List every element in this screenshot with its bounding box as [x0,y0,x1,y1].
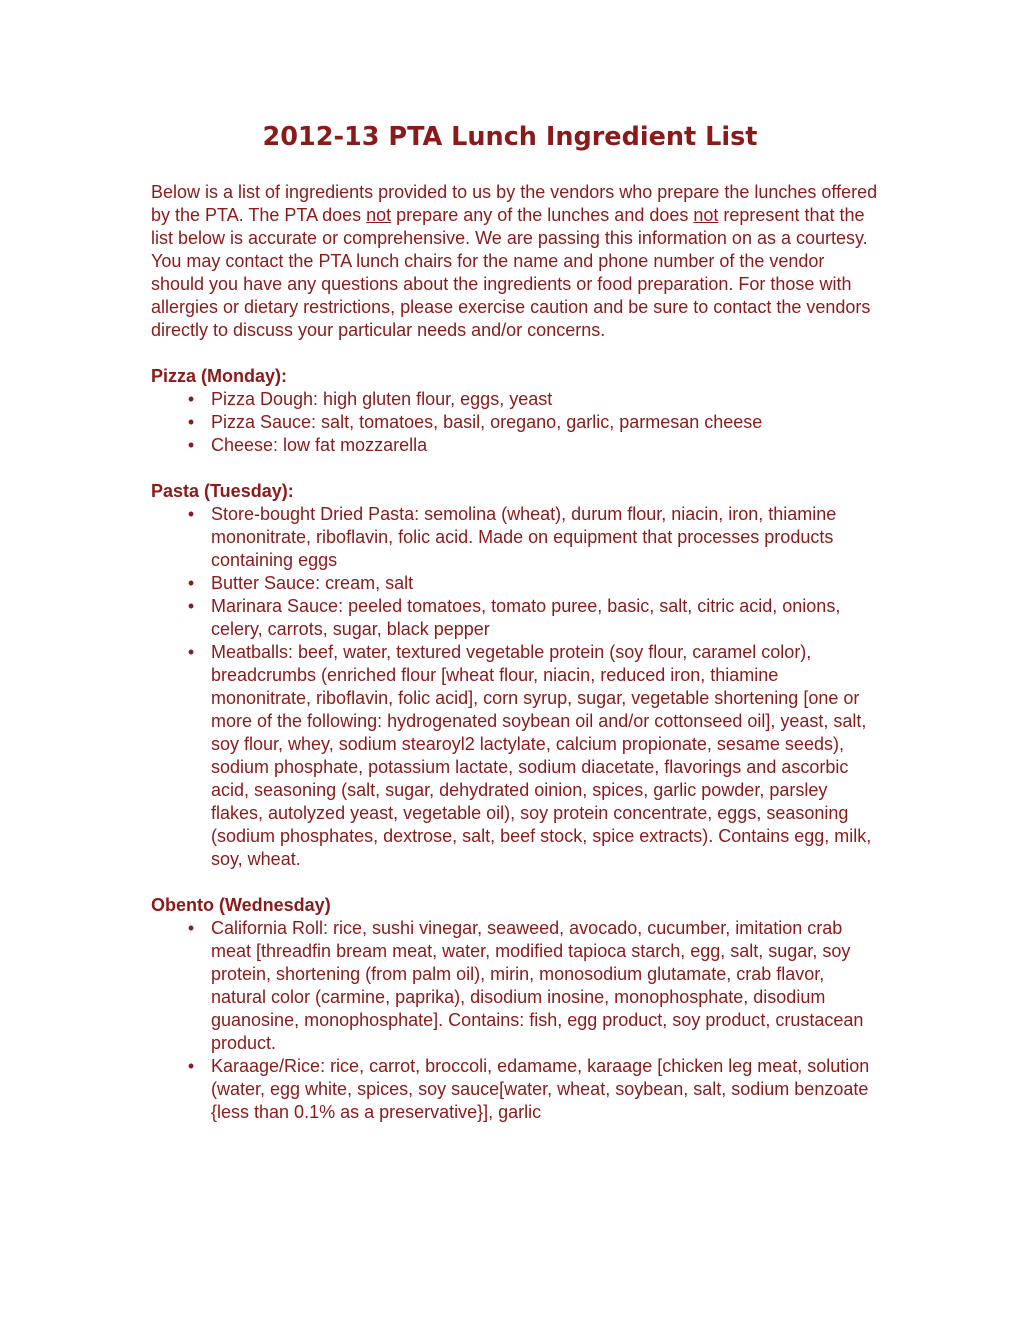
bullet-icon: • [187,1056,195,1076]
section-pasta [151,480,881,871]
section-pizza [151,365,881,457]
section-heading-obento: Obento (Wednesday) [151,895,331,915]
section-heading-pasta: Pasta (Tuesday): [151,481,294,501]
ingredient-list-pasta [151,503,881,871]
intro-emphasis-1: not [366,205,392,225]
list-item-text: Karaage/Rice: rice, carrot, broccoli, edamame, karaage [chicken leg meat, solution (water, egg white, spices, soy sauce[water, wheat, soybean, salt, sodium benzoate {less than 0.1% as a preservative}], garlic [211,1056,870,1122]
intro-text-3: represent that the list below is accurate or comprehensive. We are passing this information on as a courtesy. You may contact the PTA lunch chairs for the name and phone number of the vendor should you have any questions about the ingredients or food preparation. For those with allergies or dietary restrictions, please exercise caution and be sure to contact the vendors directly to discuss your particular needs and/or concerns. [151,205,871,340]
intro-text-1: Below is a list of ingredients provided to us by the vendors who prepare the lunches offered by the PTA. The PTA does [151,182,878,225]
intro-paragraph [151,181,881,342]
intro-emphasis-2: not [693,205,719,225]
bullet-icon: • [187,504,195,524]
list-item [151,641,881,871]
list-item [151,917,881,1055]
ingredient-list-pizza [151,388,881,457]
bullet-icon: • [187,435,195,455]
list-item-text: California Roll: rice, sushi vinegar, seaweed, avocado, cucumber, imitation crab meat [threadfin bream meat, water, modified tapioca starch, egg, salt, sugar, soy protein, shortening (from palm oil), mirin, monosodium glutamate, crab flavor, natural color (carmine, paprika), disodium inosine, monophosphate, disodium guanosine, monophosphate]. Contains: fish, egg product, soy product, crustacean product. [211,918,864,1053]
page-title: 2012-13 PTA Lunch Ingredient List [262,122,758,152]
list-item-text: Pizza Sauce: salt, tomatoes, basil, oregano, garlic, parmesan cheese [211,412,763,432]
list-item [151,572,881,595]
section-obento [151,894,881,1124]
list-item-text: Meatballs: beef, water, textured vegetable protein (soy flour, caramel color), breadcrumbs (enriched flour [wheat flour, niacin, reduced iron, thiamine mononitrate, riboflavin, folic acid], corn syrup, sugar, vegetable shortening [one or more of the following: hydrogenated soybean oil and/or cottonseed oil], yeast, salt, soy flour, whey, sodium stearoyl2 lactylate, calcium propionate, sesame seeds), sodium phosphate, potassium lactate, sodium diacetate, flavorings and ascorbic acid, seasoning (salt, sugar, dehydrated oinion, spices, garlic powder, parsley flakes, autolyzed yeast, vegetable oil), soy protein concentrate, eggs, seasoning (sodium phosphates, dextrose, salt, beef stock, spice extracts). Contains egg, milk, soy, wheat. [211,642,872,869]
bullet-icon: • [187,596,195,616]
bullet-icon: • [187,918,195,938]
list-item-text: Cheese: low fat mozzarella [211,435,428,455]
list-item [151,388,881,411]
list-item-text: Pizza Dough: high gluten flour, eggs, yeast [211,389,553,409]
list-item [151,434,881,457]
bullet-icon: • [187,573,195,593]
list-item [151,595,881,641]
document-body [151,181,881,1124]
section-heading-pizza: Pizza (Monday): [151,366,288,386]
list-item [151,503,881,572]
bullet-icon: • [187,389,195,409]
bullet-icon: • [187,642,195,662]
list-item-text: Butter Sauce: cream, salt [211,573,414,593]
intro-text-2: prepare any of the lunches and does [391,205,694,225]
list-item [151,1055,881,1124]
list-item-text: Marinara Sauce: peeled tomatoes, tomato puree, basic, salt, citric acid, onions, celery, carrots, sugar, black pepper [211,596,841,639]
list-item [151,411,881,434]
bullet-icon: • [187,412,195,432]
list-item-text: Store-bought Dried Pasta: semolina (wheat), durum flour, niacin, iron, thiamine mononitrate, riboflavin, folic acid. Made on equipment that processes products containing eggs [211,504,837,570]
ingredient-list-obento [151,917,881,1124]
